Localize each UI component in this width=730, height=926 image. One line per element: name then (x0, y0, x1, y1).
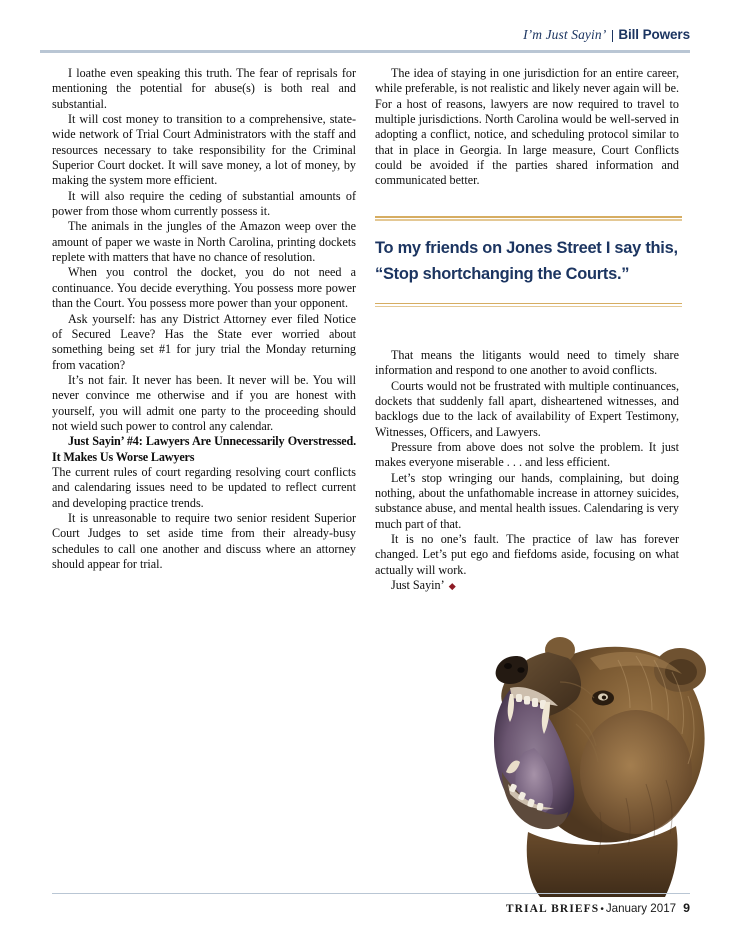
bear-photograph (440, 612, 715, 897)
header-rule (40, 50, 690, 53)
footer-page-number: 9 (683, 901, 690, 915)
pull-quote-block (375, 216, 682, 304)
pull-quote-text (375, 218, 682, 303)
signoff-text: Just Sayin’ (391, 578, 445, 593)
footer-date: January 2017 (605, 902, 677, 915)
right-column-bottom (375, 348, 679, 594)
pull-quote-rule-bottom (375, 303, 682, 305)
paragraph: When you control the docket, you do not need a continuance. You decide everything. You possess more power than the Court. You possess more power than your opponent. (52, 265, 356, 311)
paragraph: It will also require the ceding of substantial amounts of power from those whom currently possess it. (52, 188, 356, 219)
footer-separator: • (600, 904, 604, 915)
pull-quote-line-1: To my friends on Jones Street I say this, (375, 238, 678, 257)
left-column (52, 66, 356, 572)
paragraph: That means the litigants would need to timely share information and respond to one another to avoid conflicts. (375, 348, 679, 378)
footer-rule (52, 893, 690, 894)
page-footer (40, 899, 690, 917)
section-subhead: Just Sayin’ #4: Lawyers Are Unnecessarily Overstressed. It Makes Us Worse Lawyers (52, 434, 356, 464)
running-head-divider (612, 30, 613, 42)
paragraph: It’s not fair. It never has been. It never will be. You will never convince me otherwise and if you are honest with yourself, you will admit one party to the proceeding should not wield such power to control any calendar. (52, 372, 356, 433)
pull-quote-line-2: “Stop shortchanging the Courts.” (375, 264, 630, 283)
running-head (40, 26, 690, 44)
paragraph: It will cost money to transition to a comprehensive, state-wide network of Trial Court Administrators with the staff and resources necessary to take responsibility for the Criminal Superior Court docket. It will save money, a lot of money, by making the system more efficient. (52, 112, 356, 188)
paragraph: Pressure from above does not solve the problem. It just makes everyone miserable . . . and less efficient. (375, 440, 679, 470)
paragraph: It is unreasonable to require two senior resident Superior Court Judges to set aside time from their already-busy schedules to call one another and discuss where an attorney should appear for trial. (52, 510, 356, 571)
signoff-line (375, 578, 679, 593)
running-head-title: I’m Just Sayin’ (523, 27, 607, 42)
paragraph: Ask yourself: has any District Attorney ever filed Notice of Secured Leave? Has the State ever worried about something being set #1 for jury trial the Monday returning from vacation? (52, 311, 356, 372)
running-head-author: Bill Powers (618, 27, 690, 42)
paragraph: Courts would not be frustrated with multiple continuances, dockets that suddenly fall apart, disheartened witnesses, and backlogs due to the lack of availability of Expert Testimony, Witnesses, Officers, and Lawyers. (375, 378, 679, 439)
right-column-top (375, 66, 679, 189)
paragraph: The animals in the jungles of the Amazon weep over the amount of paper we waste in North Carolina, printing dockets replete with matters that have no chance of resolution. (52, 219, 356, 265)
footer-publication: TRIAL BRIEFS (505, 903, 600, 915)
paragraph: The idea of staying in one jurisdiction for an entire career, while preferable, is not realistic and likely never again will be. For a host of reasons, lawyers are now required to travel to multiple jurisdictions. North Carolina would be well-served in adopting a conflict, notice, and scheduling protocol similar to that in place in Georgia. In large measure, Court Conflicts could be avoided if the parties shared information and communicated better. (375, 66, 679, 188)
end-mark-diamond-icon (449, 583, 455, 589)
paragraph: I loathe even speaking this truth. The fear of reprisals for mentioning the potential for abuse(s) is both real and substantial. (52, 66, 356, 111)
paragraph: The current rules of court regarding resolving court conflicts and calendaring issues need to be updated to reflect current and developing practice trends. (52, 464, 356, 510)
paragraph: It is no one’s fault. The practice of law has forever changed. Let’s put ego and fiefdoms aside, focusing on what actually will work. (375, 532, 679, 577)
pull-quote-rule-top (375, 216, 682, 218)
paragraph: Let’s stop wringing our hands, complaining, but doing nothing, about the unfathomable increase in attorney suicides, substance abuse, and mental health issues. Calendaring is very much part of that. (375, 470, 679, 531)
